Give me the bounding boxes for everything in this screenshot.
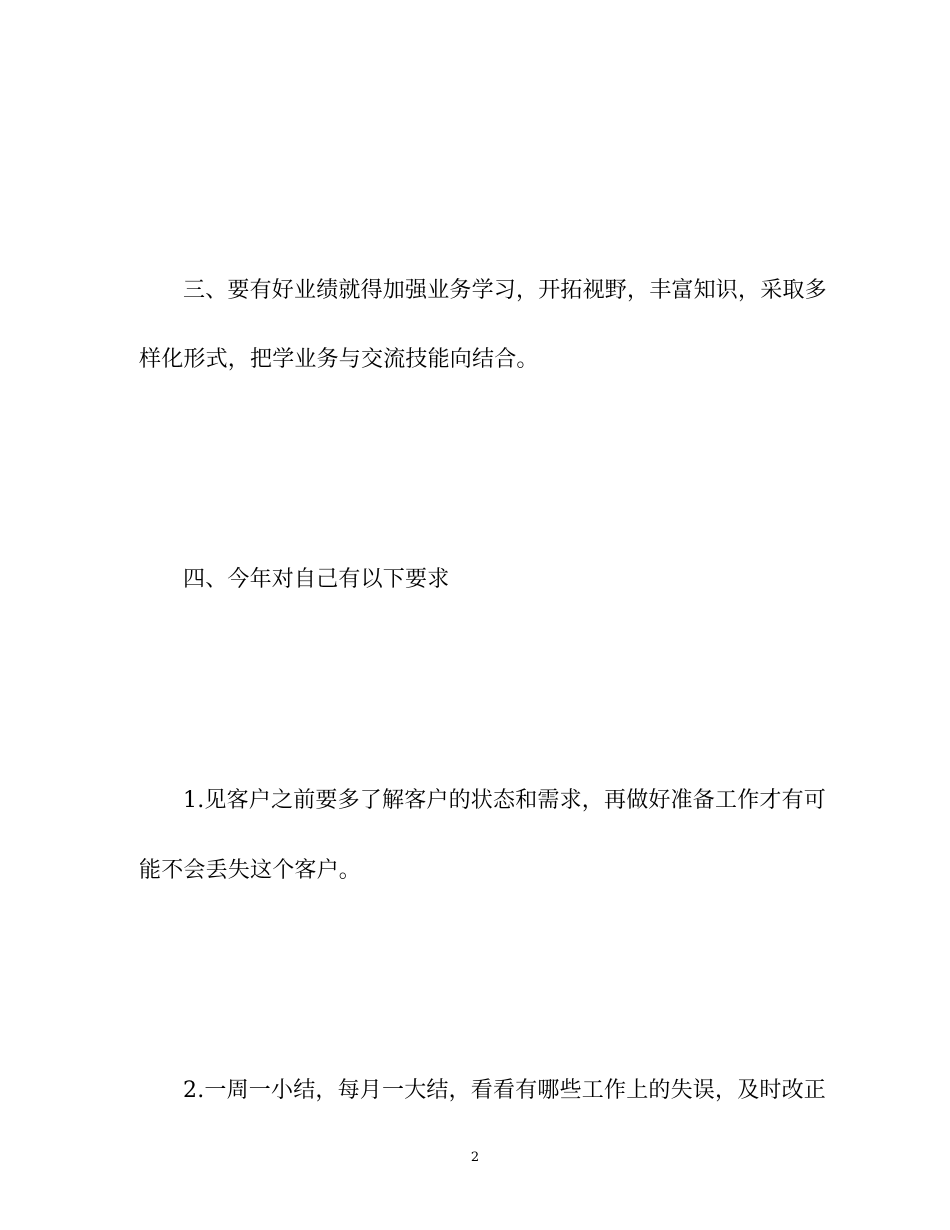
item-1-line-2: 能不会丢失这个客户。 xyxy=(139,858,362,883)
paragraph-3-line-2: 样化形式，把学业务与交流技能向结合。 xyxy=(139,347,539,372)
page-number: 2 xyxy=(470,1150,480,1165)
item-1-line-1: 1.见客户之前要多了解客户的状态和需求，再做好准备工作才有可 xyxy=(183,788,826,813)
paragraph-4-heading: 四、今年对自己有以下要求 xyxy=(183,567,450,592)
paragraph-3-line-1: 三、要有好业绩就得加强业务学习，开拓视野，丰富知识，采取多 xyxy=(183,278,827,303)
item-2-line-1: 2.一周一小结，每月一大结，看看有哪些工作上的失误，及时改正 xyxy=(183,1078,826,1103)
